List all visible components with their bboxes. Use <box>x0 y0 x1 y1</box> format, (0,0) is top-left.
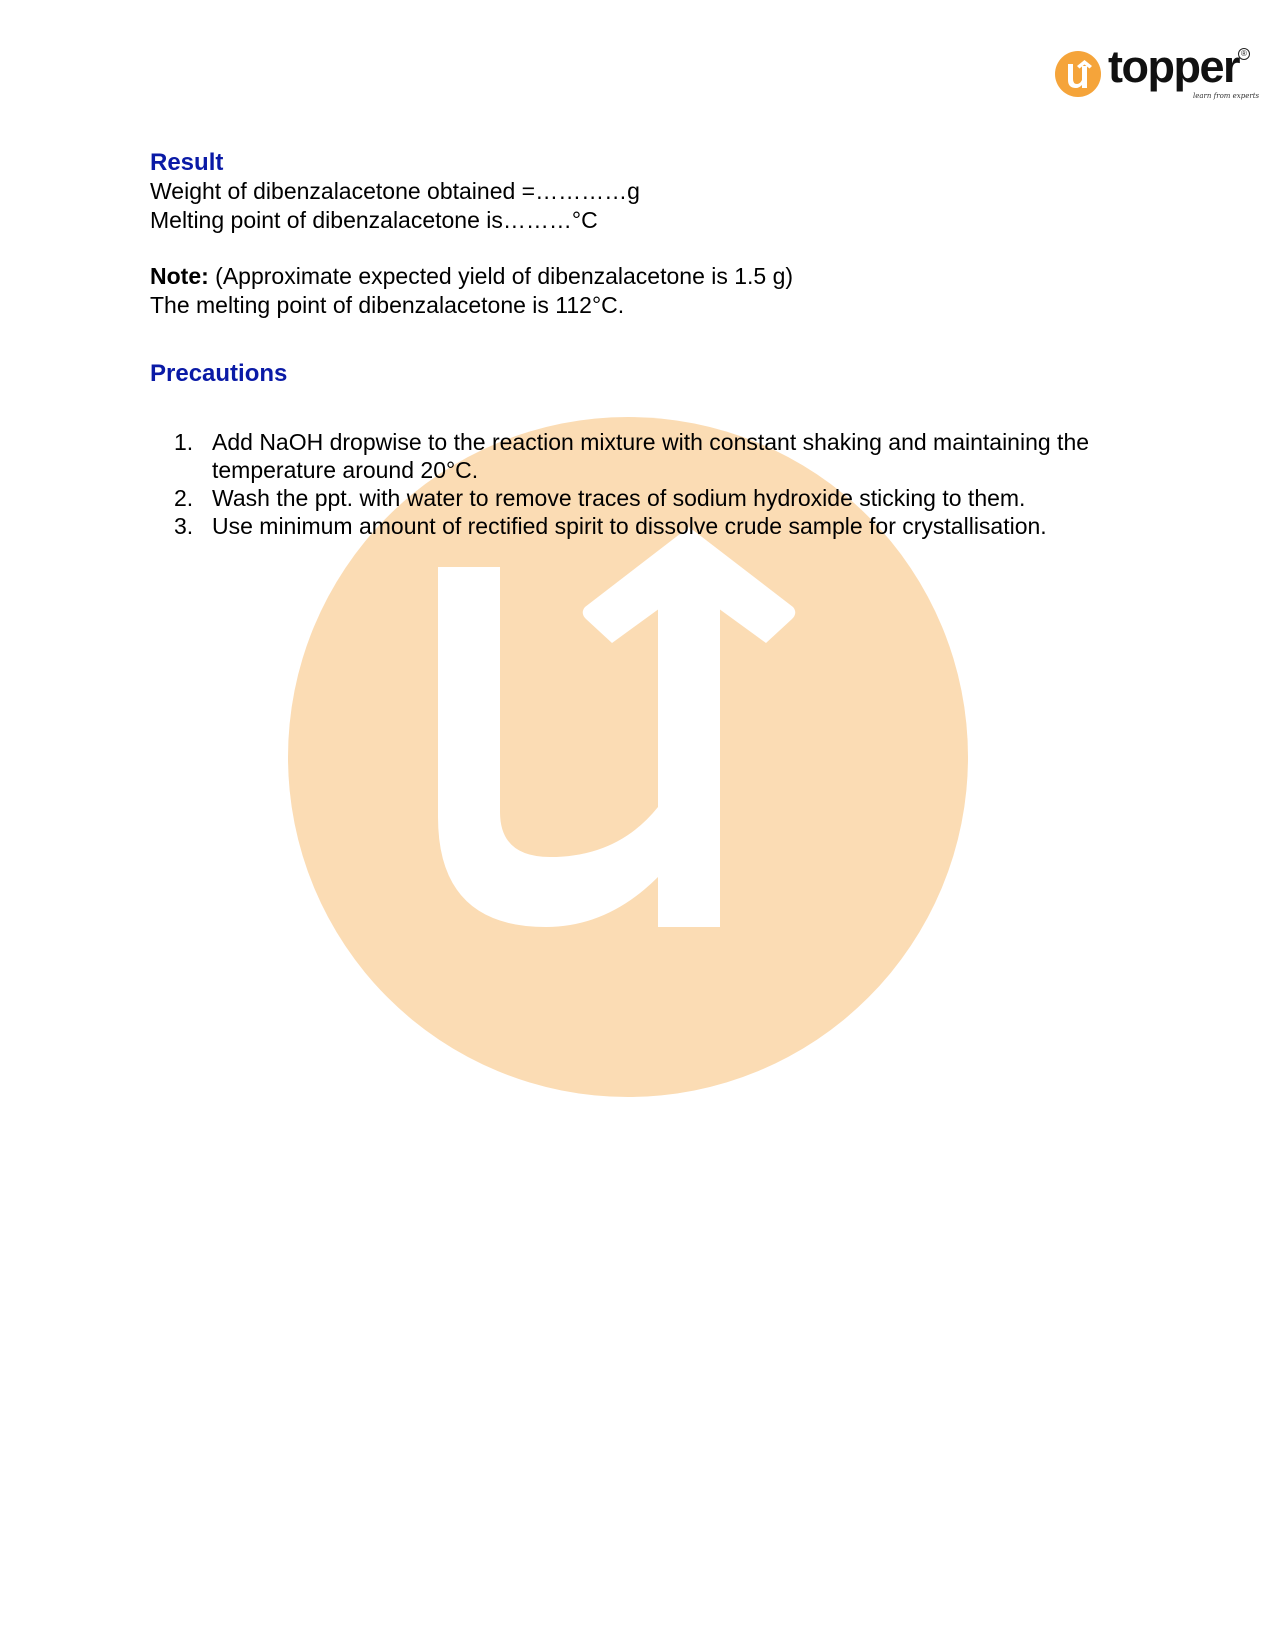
precautions-list <box>150 428 1150 540</box>
note-melting-point-line: The melting point of dibenzalacetone is 112°C. <box>150 292 625 318</box>
list-item <box>150 484 1150 512</box>
result-heading: Result <box>150 149 224 176</box>
weight-line: Weight of dibenzalacetone obtained =…………g <box>150 178 640 204</box>
list-item-number: 3. <box>174 513 194 539</box>
melting-point-line: Melting point of dibenzalacetone is………°C <box>150 207 598 233</box>
list-item-number: 2. <box>174 485 194 511</box>
topper-logo <box>1055 41 1260 108</box>
list-item-number: 1. <box>174 429 194 455</box>
note-text: (Approximate expected yield of dibenzalacetone is 1.5 g) <box>208 263 794 289</box>
list-item-text: Wash the ppt. with water to remove traces of sodium hydroxide sticking to them. <box>212 485 1026 511</box>
note-line <box>150 262 1150 291</box>
list-item <box>150 428 1150 484</box>
document-content <box>150 148 1150 540</box>
logo-wordmark: topper <box>1108 41 1239 92</box>
logo-u-icon <box>1055 51 1101 97</box>
list-item-text: Use minimum amount of rectified spirit to dissolve crude sample for crystallisation. <box>212 513 1047 539</box>
precautions-heading: Precautions <box>150 360 288 387</box>
list-item <box>150 512 1150 540</box>
logo-tagline: learn from experts <box>1193 92 1260 100</box>
list-item-text: Add NaOH dropwise to the reaction mixture with constant shaking and maintaining the temperature around 20°C. <box>212 429 1090 483</box>
registered-mark: ® <box>1238 48 1250 60</box>
note-label: Note: <box>150 263 209 289</box>
